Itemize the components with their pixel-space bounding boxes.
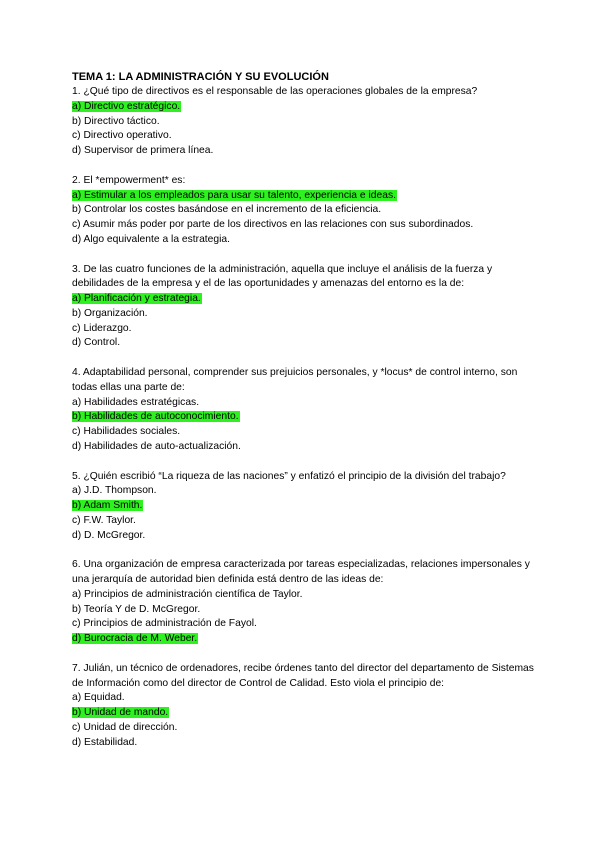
question-block [72, 662, 542, 751]
answer-option-text: a) Planificación y estrategia. [72, 293, 201, 304]
answer-option-correct [72, 292, 542, 307]
question-text: 7. Julián, un técnico de ordenadores, recibe órdenes tanto del director del departamento de Sistemas de Información como del director de Control de Calidad. Esto viola el principio de: [72, 662, 534, 689]
answer-option-correct [72, 499, 542, 514]
answer-option-text: b) Organización. [72, 307, 148, 319]
answer-option-text: b) Adam Smith. [72, 500, 143, 511]
question-list [72, 85, 542, 750]
answer-option [72, 115, 542, 130]
answer-option-text: b) Habilidades de autoconocimiento. [72, 411, 239, 423]
answer-option-text: d) D. McGregor. [72, 529, 146, 541]
answer-option [72, 425, 542, 440]
answer-option [72, 721, 542, 736]
question-text: 2. El *empowerment* es: [72, 174, 186, 186]
answer-option-text: c) Liderazgo. [72, 322, 132, 334]
answer-option-text: c) F.W. Taylor. [72, 514, 136, 526]
answer-option-text: a) Estimular a los empleados para usar su talento, experiencia e ideas. [72, 189, 396, 201]
question-block [72, 470, 542, 544]
answer-option-text: c) Habilidades sociales. [72, 426, 181, 437]
page-title: TEMA 1: LA ADMINISTRACIÓN Y SU EVOLUCIÓN [72, 71, 329, 83]
answer-option [72, 514, 542, 529]
answer-option-text: a) J.D. Thompson. [72, 485, 157, 497]
answer-option-correct [72, 100, 542, 115]
question-block [72, 558, 542, 647]
answer-option [72, 233, 542, 248]
answer-option [72, 440, 542, 455]
answer-option-text: d) Algo equivalente a la estrategia. [72, 233, 230, 245]
answer-option-text: a) Habilidades estratégicas. [72, 396, 200, 408]
answer-option [72, 529, 542, 544]
answer-option-correct [72, 410, 542, 425]
document-content [72, 70, 542, 765]
answer-option [72, 144, 542, 159]
answer-option [72, 603, 542, 618]
answer-option [72, 336, 542, 351]
answer-option [72, 736, 542, 751]
question-text: 4. Adaptabilidad personal, comprender sus prejuicios personales, y *locus* de control interno, son todas ellas una parte de: [72, 367, 518, 393]
answer-option [72, 307, 542, 322]
question-text: 3. De las cuatro funciones de la administración, aquella que incluye el análisis de la fuerza y debilidades de la empresa y el de las oportunidades y amenazas del entorno es la de: [72, 263, 493, 290]
answer-option [72, 617, 542, 632]
answer-option [72, 129, 542, 144]
answer-option-text: c) Directivo operativo. [72, 130, 172, 142]
answer-option [72, 396, 542, 411]
answer-option [72, 203, 542, 218]
answer-option-correct [72, 632, 542, 647]
question-block [72, 85, 542, 159]
answer-option-text: d) Estabilidad. [72, 736, 138, 748]
answer-option-text: c) Asumir más poder por parte de los directivos en las relaciones con sus subordinados. [72, 219, 474, 230]
question-block [72, 263, 542, 352]
answer-option-text: b) Directivo táctico. [72, 115, 160, 127]
answer-option-text: d) Habilidades de auto-actualización. [72, 440, 241, 452]
answer-option-text: c) Unidad de dirección. [72, 721, 178, 733]
answer-option-correct [72, 189, 542, 204]
answer-option [72, 691, 542, 706]
question-block [72, 366, 542, 455]
answer-option-text: b) Unidad de mando. [72, 707, 169, 718]
answer-option [72, 588, 542, 603]
answer-option [72, 322, 542, 337]
answer-option [72, 484, 542, 499]
question-text: 5. ¿Quién escribió “La riqueza de las naciones” y enfatizó el principio de la división del trabajo? [72, 470, 506, 482]
answer-option-text: c) Principios de administración de Fayol. [72, 618, 257, 630]
answer-option-text: b) Controlar los costes basándose en el incremento de la eficiencia. [72, 204, 382, 216]
answer-option-text: b) Teoría Y de D. McGregor. [72, 603, 201, 615]
answer-option-text: d) Control. [72, 337, 121, 349]
answer-option-text: a) Directivo estratégico. [72, 100, 181, 112]
answer-option [72, 218, 542, 233]
answer-option-text: a) Principios de administración científica de Taylor. [72, 588, 303, 600]
answer-option-text: a) Equidad. [72, 692, 125, 704]
question-block [72, 174, 542, 248]
answer-option-correct [72, 706, 542, 721]
question-text: 1. ¿Qué tipo de directivos es el responsable de las operaciones globales de la empresa? [72, 86, 478, 97]
answer-option-text: d) Burocracia de M. Weber. [72, 633, 198, 644]
question-text: 6. Una organización de empresa caracterizada por tareas especializadas, relaciones impersonales y una jerarquía de autoridad bien definida está dentro de las ideas de: [72, 559, 530, 585]
answer-option-text: d) Supervisor de primera línea. [72, 145, 214, 156]
